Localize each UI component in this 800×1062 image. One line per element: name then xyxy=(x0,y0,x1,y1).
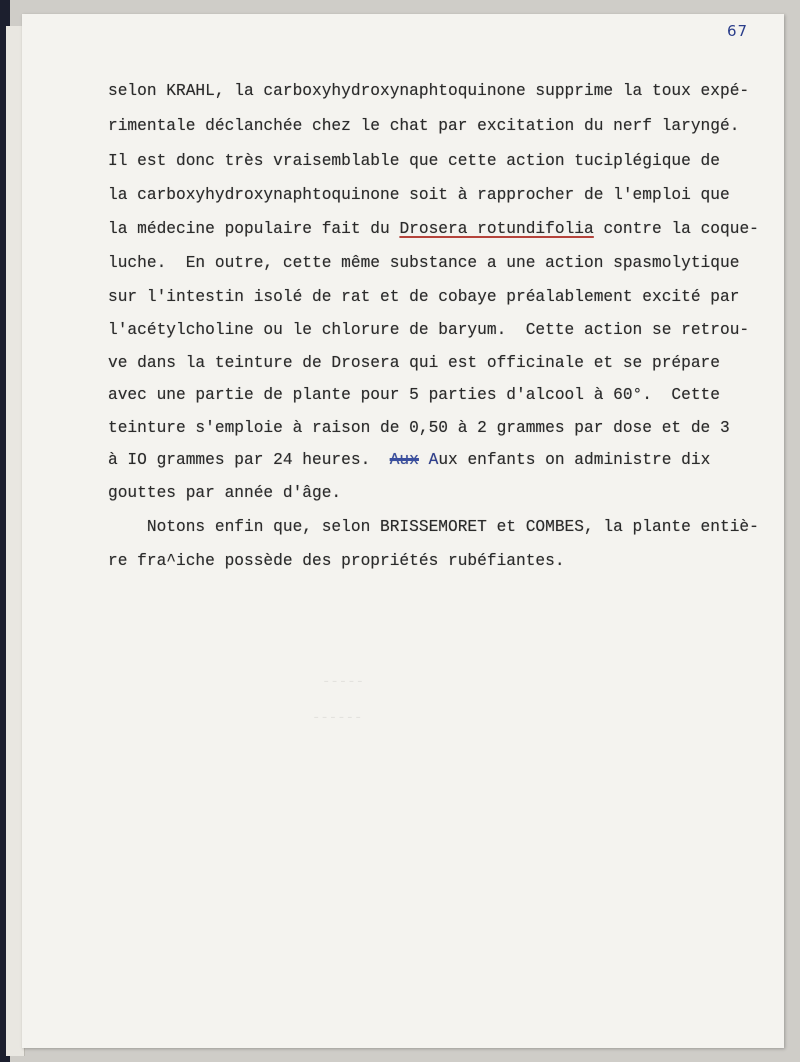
text-line: Il est donc très vraisemblable que cette action tuciplégique de xyxy=(108,152,720,170)
underlined-plant-name: Drosera rotundifolia xyxy=(399,220,594,238)
text-line: luche. En outre, cette même substance a une action spasmolytique xyxy=(108,254,740,272)
text-line: selon KRAHL, la carboxyhydroxynaphtoquinone supprime la toux expé- xyxy=(108,82,750,100)
text-segment: à IO grammes par 24 heures. xyxy=(108,451,390,469)
text-segment: ux enfants on administre dix xyxy=(438,451,711,469)
text-line: teinture s'emploie à raison de 0,50 à 2 grammes par dose et de 3 xyxy=(108,419,730,437)
text-segment: la médecine populaire fait du xyxy=(108,220,400,238)
bleed-through-text: ------ xyxy=(312,710,363,726)
struck-out-word: Aux xyxy=(389,451,419,469)
text-line: l'acétylcholine ou le chlorure de baryum. Cette action se retrou- xyxy=(108,321,750,339)
text-line: rimentale déclanchée chez le chat par excitation du nerf laryngé. xyxy=(108,117,740,135)
document-page xyxy=(22,14,784,1048)
text-line: Notons enfin que, selon BRISSEMORET et COMBES, la plante entiè- xyxy=(108,518,759,536)
page-number: 67 xyxy=(727,22,749,40)
text-line: sur l'intestin isolé de rat et de cobaye préalablement excité par xyxy=(108,288,740,306)
text-line: re fra^iche possède des propriétés rubéfiantes. xyxy=(108,552,565,570)
bleed-through-text: ----- xyxy=(322,674,365,690)
text-line: avec une partie de plante pour 5 parties d'alcool à 60°. Cette xyxy=(108,386,720,404)
text-line: ve dans la teinture de Drosera qui est officinale et se prépare xyxy=(108,354,720,372)
text-line: la carboxyhydroxynaphtoquinone soit à rapprocher de l'emploi que xyxy=(108,186,730,204)
text-line: gouttes par année d'âge. xyxy=(108,484,342,502)
text-segment: contre la coque- xyxy=(593,220,759,238)
text-line xyxy=(108,220,759,238)
handwritten-correction: A xyxy=(428,451,439,469)
text-line xyxy=(108,451,710,469)
